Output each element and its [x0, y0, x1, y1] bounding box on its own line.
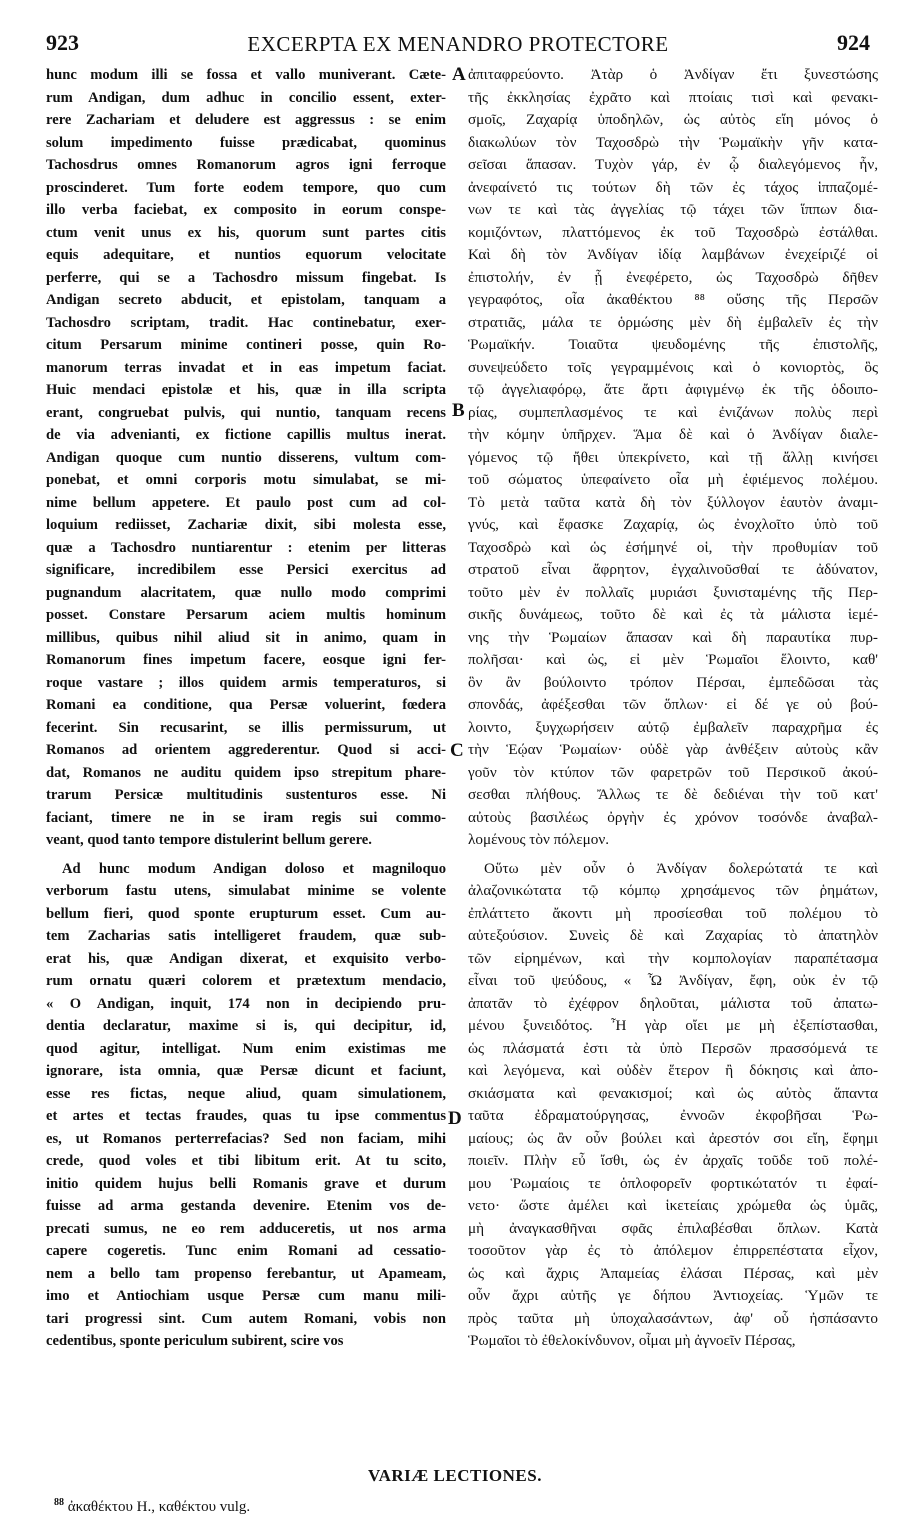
latin-text-line: hunc modum illi se fossa et vallo muniverant. Cæte- — [46, 67, 446, 83]
greek-text-line: νης τὴν Ῥωμαίων ἅπασαν καὶ δὴ παραυτίκα πυρ- — [468, 628, 878, 646]
latin-text-line: « O Andigan, inquit, 174 non in decipiendo pru- — [46, 995, 446, 1012]
margin-letter-b: B — [452, 400, 465, 421]
latin-text-line: Tachosdrus omnes Romanorum agros igni ferroque — [46, 157, 446, 173]
greek-text-line: τὴν κόμην ὑπῆρχεν. Ἅμα δὲ καὶ ὁ Ἀνδίγαν διαλε- — [468, 426, 878, 443]
latin-text-line: quod agitur, intelligat. Num enim existimas me — [46, 1040, 446, 1057]
latin-text-line: rum ornatu quæri colorem et prætextum mendacio, — [46, 973, 446, 989]
greek-text-line: σεῖσαι ἅπασαν. Τυχὸν γάρ, ἐν ᾧ διαλεγόμενος ἦν, — [468, 156, 878, 173]
greek-text-line: τὴν Ἑῴαν Ῥωμαίων· οὐδὲ γὰρ ἀνθέξειν αὐτοὺς κἂν — [468, 741, 878, 758]
greek-text-line: σπονδάς, ἀφέξεσθαι τῶν ὅπλων· εἰ δέ γε οὐ βού- — [468, 696, 878, 713]
greek-text-line: νετο· ὥστε ἀμέλει καὶ ἱκετείαις χρώμεθα ὡς ὑμᾶς, — [468, 1197, 878, 1214]
greek-text-line: σεσθαι πλήθους. Ἄλλως τε δὲ δεδιέναι τὴν τοῦ κατ' — [468, 786, 878, 803]
latin-text-line: esse res fictas, neque aliud, quam simulationem, — [46, 1085, 446, 1102]
latin-text-line: proscinderet. Tum forte eodem tempore, quo cum — [46, 179, 446, 196]
greek-column — [468, 64, 878, 1353]
latin-text-line: erat his, quæ Andigan dixerat, et exquisito verbo- — [46, 950, 446, 967]
latin-text-line: erant, congruebat pulvis, qui nuntio, tanquam recens — [46, 404, 446, 421]
latin-text-line: ignorare, ista omnia, quæ Persæ dicunt et faciunt, — [46, 1063, 446, 1079]
variant-reading-note — [54, 1497, 250, 1516]
greek-text-line: μὴ ἀναγκασθῆναι σφᾶς ἐπιλαβέσθαι ὅπλων. Κατὰ — [468, 1219, 878, 1237]
greek-text-line: ὡς καὶ ἄχρις Ἀπαμείας ἐλάσαι Πέρσας, καὶ μὲν — [468, 1264, 878, 1282]
latin-text-line: manorum terras invadat et in eas impetum faciat. — [46, 359, 446, 376]
greek-text-line: Καὶ δὴ τὸν Ἀνδίγαν ἰδίᾳ λαμβάνων ἐνεχείριζέ οἱ — [468, 246, 878, 263]
margin-letter-c: C — [450, 740, 464, 761]
latin-text-line: trarum Persicæ multitudinis sustenturos esse. Ni — [46, 787, 446, 803]
latin-text-line: de via advenianti, ex fictione capillis multus inerat. — [46, 427, 446, 443]
greek-text-line: τοῦτο μὲν ἐν πολλαῖς μυριάσι ξυνισταμένης τῆς Περ- — [468, 583, 878, 601]
greek-text-line: πολῆσαι· καὶ ὡς, εἰ μὲν Ῥωμαῖοι ἕλοιντο, καθ' — [468, 651, 878, 668]
greek-text-line: Ῥωμαῖοι τὸ ἐθελοκίνδυνον, οἶμαι μὴ ἀγνοεῖν Πέρσας, — [468, 1332, 796, 1349]
page-number-right: 924 — [837, 30, 870, 55]
latin-text-line: tari progressi sint. Cum autem Romani, vobis non — [46, 1310, 446, 1327]
footnote-text: ἀκαθέκτου H., καθέκτου vulg. — [67, 1499, 251, 1515]
latin-text-line: et artes et tectas fraudes, quas tu ipse commentus — [46, 1108, 446, 1124]
latin-text-line: quæ a Tachosdro nuntiarentur : etenim per litteras — [46, 539, 446, 556]
greek-text-line: ἐπλάττετο ἄκοντι μὴ προσίεσθαι τοῦ πολέμου τὸ — [468, 904, 878, 922]
latin-text-line: cedentibus, sponte periculum subirent, scire vos — [46, 1333, 344, 1349]
latin-text-line: significare, incredibilem esse Persici exercitus ad — [46, 562, 446, 578]
running-head — [46, 30, 870, 60]
latin-column — [46, 64, 446, 1353]
latin-text-line: rum Andigan, dum adhuc in concilio essent, exter- — [46, 89, 446, 106]
latin-text-line: roque vastare ; illos quidem armis temperaturos, si — [46, 674, 446, 691]
greek-text-line: καὶ λεγόμενα, καὶ οὐδὲν ἕτερον ἢ δόκησις καὶ ἀπο- — [468, 1062, 878, 1079]
latin-text-line: ponebat, et omni corporis motu simulabat, se mi- — [46, 472, 446, 488]
greek-text-line: σικῆς δυνάμεως, τοῦτο δὲ καὶ ἐς τὰ μάλιστα ἱεμέ- — [468, 606, 878, 623]
margin-letter-d: D — [448, 1108, 462, 1129]
running-title: EXCERPTA EX MENANDRO PROTECTORE — [247, 32, 669, 56]
greek-text-line: ὡς πλάσματά ἐστι τὰ ὑπὸ Περσῶν πρασσόμενά τε — [468, 1039, 878, 1057]
greek-text-line: συνεψεύδετο τοῖς γεγραμμένοις καὶ ὁ κονιορτὸς, ὃς — [468, 358, 878, 376]
greek-text-line: αὐτοὺς βασιλέως ὀργὴν ἐς χρόνον τοσόνδε ἀναβαλ- — [468, 808, 878, 826]
latin-text-line: dat, Romanos ne auditu quidem ipso strepitum phare- — [46, 764, 446, 781]
page-number-left: 923 — [46, 30, 79, 55]
greek-text-line: ἀνεφαίνετό τις τούτων δὴ τῶν ἐς τάχος ἱππαζομέ- — [468, 178, 878, 196]
greek-text-line: τῷ ἀγγελιαφόρῳ, ἅτε ἄρτι ἀφιγμένῳ ἐκ τῆς ὁδοιπο- — [468, 381, 878, 398]
greek-text-line: τοσοῦτον γὰρ ἐς τὸ ἀπόλεμον ἐπιρρεπέστατα εἶχον, — [468, 1242, 878, 1259]
greek-text-line: λοιντο, ξυγχωρήσειν αὐτῷ ἐμβαλεῖν παραχρῆμα ἐς — [468, 718, 878, 736]
greek-text-line: κομιζόντων, πλαττόμενος ἐκ τοῦ Ταχοσδρὼ ἐστάλθαι. — [468, 223, 878, 241]
latin-text-line: dentia declaratur, maxime si is, qui decipitur, id, — [46, 1018, 446, 1034]
latin-text-line: citum Persarum minime contineri posse, quin Ro- — [46, 337, 446, 353]
greek-text-line: τῆς ἐκκλησίας ἐχρᾶτο καὶ πτοίαις τισὶ καὶ φενακι- — [468, 88, 878, 106]
greek-text-line: ἀπατᾶν τὸ ἐχέφρον δηλοῦται, μάλιστα τοῦ ἀπατω- — [468, 994, 878, 1012]
latin-text-line: fuisse ad arma gestanda devenire. Etenim vos de- — [46, 1198, 446, 1214]
greek-text-line: ἀλαζονικώτατα τῷ κόμπῳ χρησάμενος τῶν ῥημάτων, — [468, 882, 878, 899]
latin-text-line: Romanorum fines impetum facere, eosque igni fer- — [46, 652, 446, 668]
greek-text-line: γοῦν τὸν κτύπον τῶν φαρετρῶν τοῦ Περσικοῦ ἀκού- — [468, 763, 878, 781]
latin-text-line: rere Zachariam et deludere est aggressus : se enim — [46, 112, 446, 128]
latin-text-line: verborum fastu utens, simulabat minime se volente — [46, 883, 446, 899]
greek-text-line: διακωλύων τὸν Ταχοσδρὼ τὴν Ῥωμαϊκὴν γῆν κατα- — [468, 133, 878, 151]
latin-text-line: posset. Constare Persarum aciem multis hominum — [46, 607, 446, 623]
latin-text-line: tem Zacharias satis intelligeret fraudem, quæ sub- — [46, 928, 446, 944]
greek-text-line: σκιάσματα καὶ φενακισμοί; καὶ ὡς αὐτὸς ἅπαντα — [468, 1084, 878, 1102]
latin-text-line: illo verba faciebat, ex composito in eorum conspe- — [46, 202, 446, 218]
latin-text-line: solum impedimento fuisse prædicabat, quominus — [46, 134, 446, 151]
greek-text-line: στρατιᾶς, μάλα τε ὁρμώσης μὲν δὴ ἐμβαλεῖν ἐς τὴν — [468, 313, 878, 331]
footnote-number: 88 — [54, 1497, 64, 1508]
greek-text-line: Ταχοσδρὼ καὶ ὡς ἐσήμηνέ οἱ, τὴν προθυμίαν τοῦ — [468, 538, 878, 556]
latin-text-line: nime bellum appetere. Et paulo post cum ad col- — [46, 494, 446, 511]
greek-text-line: ὃν ἂν βούλοιντο τρόπον Πέρσαι, ἐμπεδῶσαι τὰς — [468, 673, 878, 691]
greek-text-line: Τὸ μετὰ ταῦτα κατὰ δὴ τὸν ξύλλογον ἑαυτὸν ἀναμι- — [468, 493, 878, 511]
greek-text-line: ρίας, συμπεπλασμένος τε καὶ ἐνιζάνων πολὺς περὶ — [468, 403, 878, 421]
greek-text-line: νων τε καὶ τὰς ἀγγελίας τῷ τάχει τῶν ἵππων δια- — [468, 201, 878, 218]
latin-text-line: nem a bello tam propenso ferebantur, ut Apameam, — [46, 1265, 446, 1282]
latin-text-line: loquium rediisset, Zachariæ dixit, sibi molesta esse, — [46, 517, 446, 533]
greek-text-line: μένου ξυνειδότος. Ἦ γὰρ οἴει με μὴ ἐξεπίστασθαι, — [468, 1017, 878, 1034]
latin-text-line: imo et Antiochiam usque Persæ cum manu mili- — [46, 1288, 446, 1304]
latin-text-line: equis adequitare, et nuntios equorum velocitate — [46, 247, 446, 263]
latin-text-line: fecerint. Sin recusarint, se illis permissurum, ut — [46, 719, 446, 736]
latin-text-line: capere cogeretis. Tunc enim Romani ad cessatio- — [46, 1243, 446, 1259]
greek-text-line: ἀπιταφρεύοντο. Ἀτὰρ ὁ Ἀνδίγαν ἔτι ξυνεστώσης — [468, 66, 878, 83]
greek-text-line: γνύς, καὶ ἔφασκε Ζαχαρίᾳ, ὡς ἐνοχλοῖτο ὑπὸ τοῦ — [468, 516, 878, 533]
latin-text-line: Romani ea conditione, qua Persæ voluerint, fœdera — [46, 697, 446, 713]
latin-text-line: bellum fieri, quod sponte erupturum esset. Cum au- — [46, 905, 446, 922]
latin-text-line: Ad hunc modum Andigan doloso et magniloquo — [62, 860, 446, 877]
greek-text-line: πρὸς ταῦτα μὴ ὑποχαλασάντων, ἀφ' οὗ ἠσπάσαντο — [468, 1309, 878, 1327]
greek-text-line: τοῦ σώματος ὑπεφαίνετο οἷα μὴ ἐφιέμενος πολέμου. — [468, 471, 878, 488]
latin-text-line: faciant, timere ne in se iram regis sui commo- — [46, 809, 446, 826]
latin-text-line: es, ut Romanos perterrefacias? Sed non faciam, mihi — [46, 1130, 446, 1147]
greek-text-line: Ῥωμαϊκήν. Τοιαῦτα ψευδομένης τῆς ἐπιστολῆς, — [468, 336, 878, 353]
greek-text-line: μου Ῥωμαίοις τε ὁπλοφορεῖν φορτικώτατόν τι ἐφαί- — [468, 1174, 878, 1192]
latin-text-line: Andigan quoque cum nuntio disserens, vultum com- — [46, 449, 446, 466]
latin-text-line: millibus, quibus nihil aliud sit in animo, quam in — [46, 629, 446, 646]
greek-text-line: στρατοῦ εἶναι ἄφρητον, ἐγχαλινοῦσθαί τε ἀδύνατον, — [468, 561, 878, 578]
latin-text-line: Andigan secreto abducit, et epistolam, tanquam a — [46, 292, 446, 308]
greek-text-line: τῶν εἰρημένων, καὶ τὴν κομπολογίαν παραπέτασμα — [468, 949, 878, 967]
latin-text-line: Tachosdro scriptam, tradit. Hac continebatur, exer- — [46, 314, 446, 331]
greek-text-line: μαίους; ὡς ἂν οὖν βούλει καὶ ἀρεστόν σοι εἴη, ἔφημι — [468, 1129, 878, 1147]
margin-letter-a: A — [452, 64, 466, 85]
greek-text-line: γόμενος τῷ ἤθει ὑπεκρίνετο, καὶ τῇ ἄλλῃ κινήσει — [468, 448, 878, 466]
greek-text-line: οὖν ἄχρι αὐτῆς γε δήπου Ἀντιοχείας. Ὑμῶν τε — [468, 1287, 878, 1304]
latin-text-line: perferre, qui se a Tachosdro missum fingebat. Is — [46, 269, 446, 286]
greek-text-line: αὐτεξούσιον. Συνεὶς δὲ καὶ Ζαχαρίας τὸ ἀπατηλὸν — [468, 927, 878, 944]
greek-text-line: ταῦτα ἐδραματούργησας, ἐννοῶν ἐκφοβῆσαι Ῥω- — [468, 1107, 878, 1124]
greek-text-line: ποιεῖν. Πλὴν εὖ ἴσθι, ὡς ἐν ἀρχαῖς τοῦδε τοῦ πολέ- — [468, 1152, 878, 1169]
latin-text-line: Romanos ad orientem aggrederentur. Quod si acci- — [46, 742, 446, 758]
latin-text-line: ctum venit unus ex his, quorum sunt partes citis — [46, 224, 446, 241]
greek-text-line: λομένους τὸν πόλεμον. — [468, 831, 610, 848]
latin-text-line: Huic mendaci epistolæ et his, quæ in illa scripta — [46, 382, 446, 398]
latin-text-line: veant, quod tanto tempore distulerint bellum gerere. — [46, 832, 372, 848]
greek-text-line: σμοῖς, Ζαχαρίᾳ ὑποδηλῶν, ὡς αὐτὸς εἴη μόνος ὁ — [468, 111, 878, 128]
greek-text-line: γεγραφότος, οἷα ἀκαθέκτου ⁸⁸ οὔσης τῆς Περσῶν — [468, 291, 878, 308]
latin-text-line: initio quidem hujus belli Romanis grave et durum — [46, 1175, 446, 1192]
greek-text-line: εἶναι τοῦ ψεύδους, « Ὦ Ἀνδίγαν, ἔφη, οὐκ ἐν τῷ — [468, 972, 878, 989]
latin-text-line: precati sumus, ne eo rem adduceretis, ut nos arma — [46, 1220, 446, 1237]
greek-text-line: ἐπιστολήν, ἐν ᾗ ἐνεφέρετο, ὡς Ταχοσδρὼ δῆθεν — [468, 268, 878, 286]
variae-lectiones-heading: VARIÆ LECTIONES. — [368, 1466, 542, 1485]
latin-text-line: pugnandum alacritatem, quæ nullo modo comprimi — [46, 584, 446, 601]
latin-text-line: crede, quod voles et tibi libitum erit. At tu scito, — [46, 1153, 446, 1169]
greek-text-line: Οὕτω μὲν οὖν ὁ Ἀνδίγαν δολερώτατά τε καὶ — [484, 859, 878, 877]
